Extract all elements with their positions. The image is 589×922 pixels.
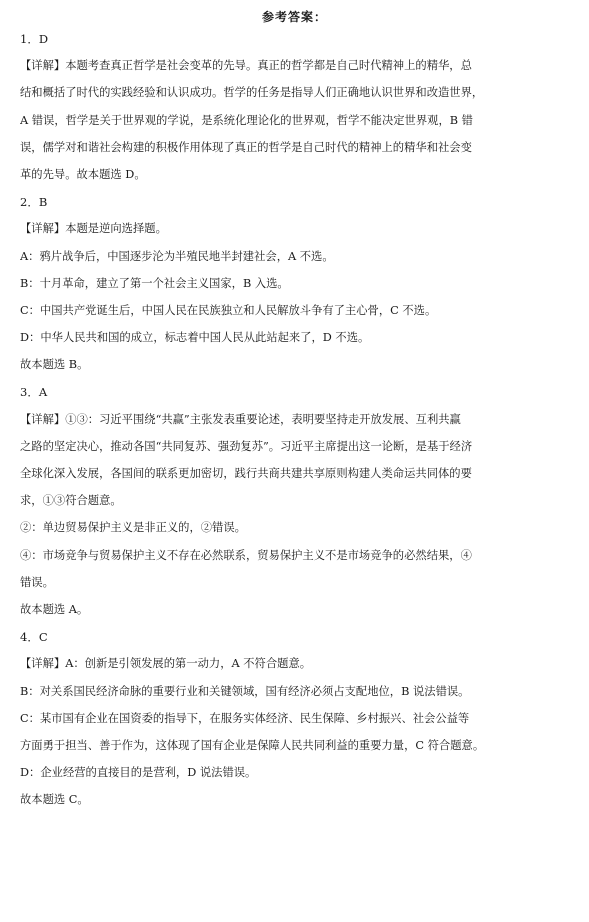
explanation-line: 求，①③符合题意。 <box>20 494 122 508</box>
explanation-line: 【详解】本题是逆向选择题。 <box>20 222 167 236</box>
answer-number: 1．D <box>20 32 49 46</box>
option-line: A：鸦片战争后，中国逐步沦为半殖民地半封建社会，A 不选。 <box>20 249 334 263</box>
option-line: C：中国共产党诞生后，中国人民在民族独立和人民解放斗争有了主心骨，C 不选。 <box>20 303 437 317</box>
option-line: ②：单边贸易保护主义是非正义的，②错误。 <box>20 521 246 535</box>
answer-number: 2．B <box>20 195 48 210</box>
page-title: 参考答案： <box>261 10 327 24</box>
conclusion-line: 革的先导。故本题选 D。 <box>20 167 146 181</box>
option-line: B：对关系国民经济命脉的重要行业和关键领域，国有经济必须占支配地位，B 说法错误。 <box>20 684 470 698</box>
explanation-line: 之路的坚定决心，推动各国“共同复苏、强劲复苏”。习近平主席提出这一论断，是基于经济 <box>20 439 473 453</box>
option-line: B：十月革命，建立了第一个社会主义国家，B 入选。 <box>20 276 289 290</box>
conclusion-line: 故本题选 A。 <box>20 602 89 616</box>
option-line: D：中华人民共和国的成立，标志着中国人民从此站起来了，D 不选。 <box>20 331 370 345</box>
option-line: 错误。 <box>20 575 54 589</box>
conclusion-line: 故本题选 B。 <box>20 358 89 372</box>
option-line: 【详解】A：创新是引领发展的第一动力，A 不符合题意。 <box>20 657 312 671</box>
explanation-line: 【详解】本题考查真正哲学是社会变革的先导。真正的哲学都是自己时代精神上的精华，总 <box>20 59 472 73</box>
answer-number: 4．C <box>20 630 48 645</box>
option-line: ④：市场竞争与贸易保护主义不存在必然联系，贸易保护主义不是市场竞争的必然结果，④ <box>20 548 472 562</box>
explanation-line: 误，儒学对和谐社会构建的积极作用体现了真正的哲学是自己时代的精神上的精华和社会变 <box>20 140 472 154</box>
explanation-line: 【详解】①③：习近平围绕“共赢”主张发表重要论述，表明要坚持走开放发展、互利共赢 <box>20 412 461 426</box>
option-line: C：某市国有企业在国资委的指导下，在服务实体经济、民生保障、乡村振兴、社会公益等 <box>20 711 470 725</box>
explanation-line: A 错误，哲学是关于世界观的学说，是系统化理论化的世界观，哲学不能决定世界观，B 错 <box>20 113 473 127</box>
answer-number: 3．A <box>20 385 48 400</box>
answer-content <box>20 32 575 820</box>
conclusion-line: 故本题选 C。 <box>20 793 89 807</box>
option-line: 方面勇于担当、善于作为，这体现了国有企业是保障人民共同利益的重要力量，C 符合题意。 <box>20 738 485 752</box>
option-line: D：企业经营的直接目的是营利，D 说法错误。 <box>20 766 257 780</box>
explanation-line: 全球化深入发展，各国间的联系更加密切，践行共商共建共享原则构建人类命运共同体的要 <box>20 467 472 480</box>
explanation-line: 结和概括了时代的实践经验和认识成功。哲学的任务是指导人们正确地认识世界和改造世界， <box>20 86 484 100</box>
